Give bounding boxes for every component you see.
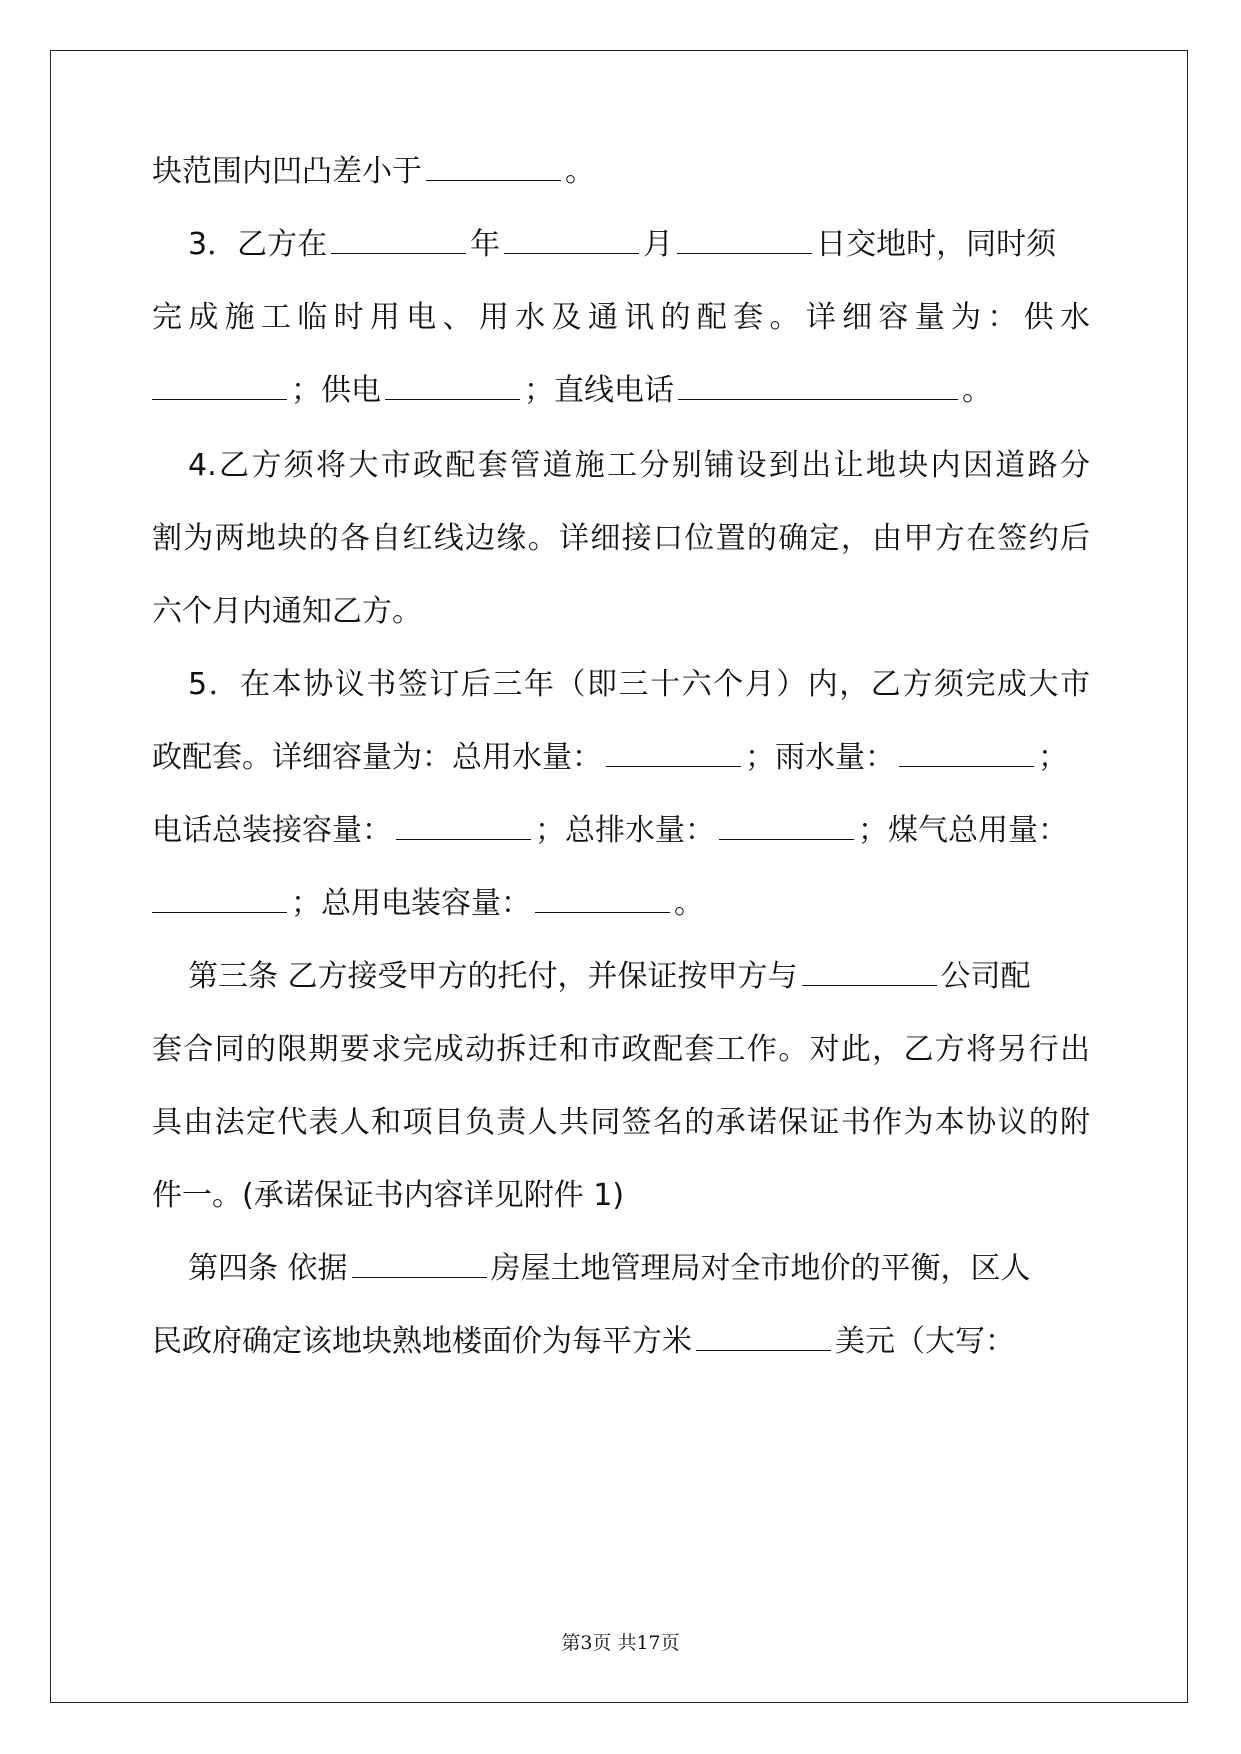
text-line: 六个月内通知乙方。 — [152, 594, 422, 629]
fill-blank — [152, 377, 287, 400]
text-span: 第四条 依据 — [188, 1251, 348, 1286]
text-span: 3．乙方在 — [188, 227, 328, 262]
text-span: 政配套。详细容量为：总用水量： — [152, 740, 602, 775]
text-line — [152, 728, 1090, 788]
fill-blank — [678, 377, 958, 400]
text-span: 第三条 乙方接受甲方的托付，并保证按甲方与 — [188, 959, 798, 994]
fill-blank — [426, 158, 561, 181]
text-span: ；供电 — [291, 373, 381, 408]
fill-blank — [152, 890, 287, 913]
text-line — [152, 947, 1090, 1007]
text-span: ；煤气总用量： — [858, 813, 1068, 848]
fill-blank — [677, 231, 812, 254]
text-span: 。 — [565, 154, 595, 189]
fill-blank — [535, 890, 670, 913]
text-span: 日交地时，同时须 — [816, 227, 1057, 262]
text-line: 5．在本协议书签订后三年（即三十六个月）内，乙方须完成大市 — [188, 667, 1090, 702]
text-span: 月 — [643, 227, 674, 262]
text-line: 割为两地块的各自红线边缘。详细接口位置的确定，由甲方在签约后 — [152, 521, 1090, 556]
fill-blank — [899, 744, 1034, 767]
text-span: 块范围内凹凸差小于 — [152, 154, 422, 189]
text-span: 公司配 — [940, 959, 1031, 994]
fill-blank — [396, 817, 531, 840]
text-span: ；直线电话 — [524, 373, 674, 408]
text-line — [152, 1312, 1090, 1372]
text-span: ； — [1038, 740, 1068, 775]
text-line: 套合同的限期要求完成动拆迁和市政配套工作。对此，乙方将另行出 — [152, 1032, 1090, 1067]
text-line — [152, 1239, 1090, 1299]
fill-blank — [331, 231, 466, 254]
text-line: 具由法定代表人和项目负责人共同签名的承诺保证书作为本协议的附 — [152, 1105, 1090, 1140]
text-span: ；总用电装容量： — [291, 886, 531, 921]
text-line — [152, 215, 1090, 275]
fill-blank — [606, 744, 741, 767]
fill-blank — [719, 817, 854, 840]
fill-blank — [504, 231, 639, 254]
text-line — [152, 361, 1090, 421]
text-line: 件一。(承诺保证书内容详见附件 1) — [152, 1178, 625, 1213]
text-span: 房屋土地管理局对全市地价的平衡，区人 — [490, 1251, 1031, 1286]
text-line — [152, 142, 1090, 202]
text-line — [152, 874, 1090, 934]
text-line: 完成施工临时用电、用水及通讯的配套。详细容量为：供水 — [152, 300, 1090, 335]
fill-blank — [352, 1255, 487, 1278]
text-line: 4.乙方须将大市政配套管道施工分别铺设到出让地块内因道路分 — [188, 448, 1090, 483]
text-span: 。 — [962, 373, 992, 408]
fill-blank — [696, 1328, 831, 1351]
text-span: 年 — [470, 227, 501, 262]
text-span: ；雨水量： — [745, 740, 895, 775]
text-span: 民政府确定该地块熟地楼面价为每平方米 — [152, 1324, 692, 1359]
fill-blank — [802, 963, 937, 986]
text-span: 电话总装接容量： — [152, 813, 392, 848]
text-span: 美元（大写： — [835, 1324, 1015, 1359]
text-span: 。 — [674, 886, 704, 921]
text-span: ；总排水量： — [535, 813, 715, 848]
page-number-footer: 第3页 共17页 — [561, 1632, 680, 1654]
fill-blank — [385, 377, 520, 400]
text-line — [152, 801, 1090, 861]
